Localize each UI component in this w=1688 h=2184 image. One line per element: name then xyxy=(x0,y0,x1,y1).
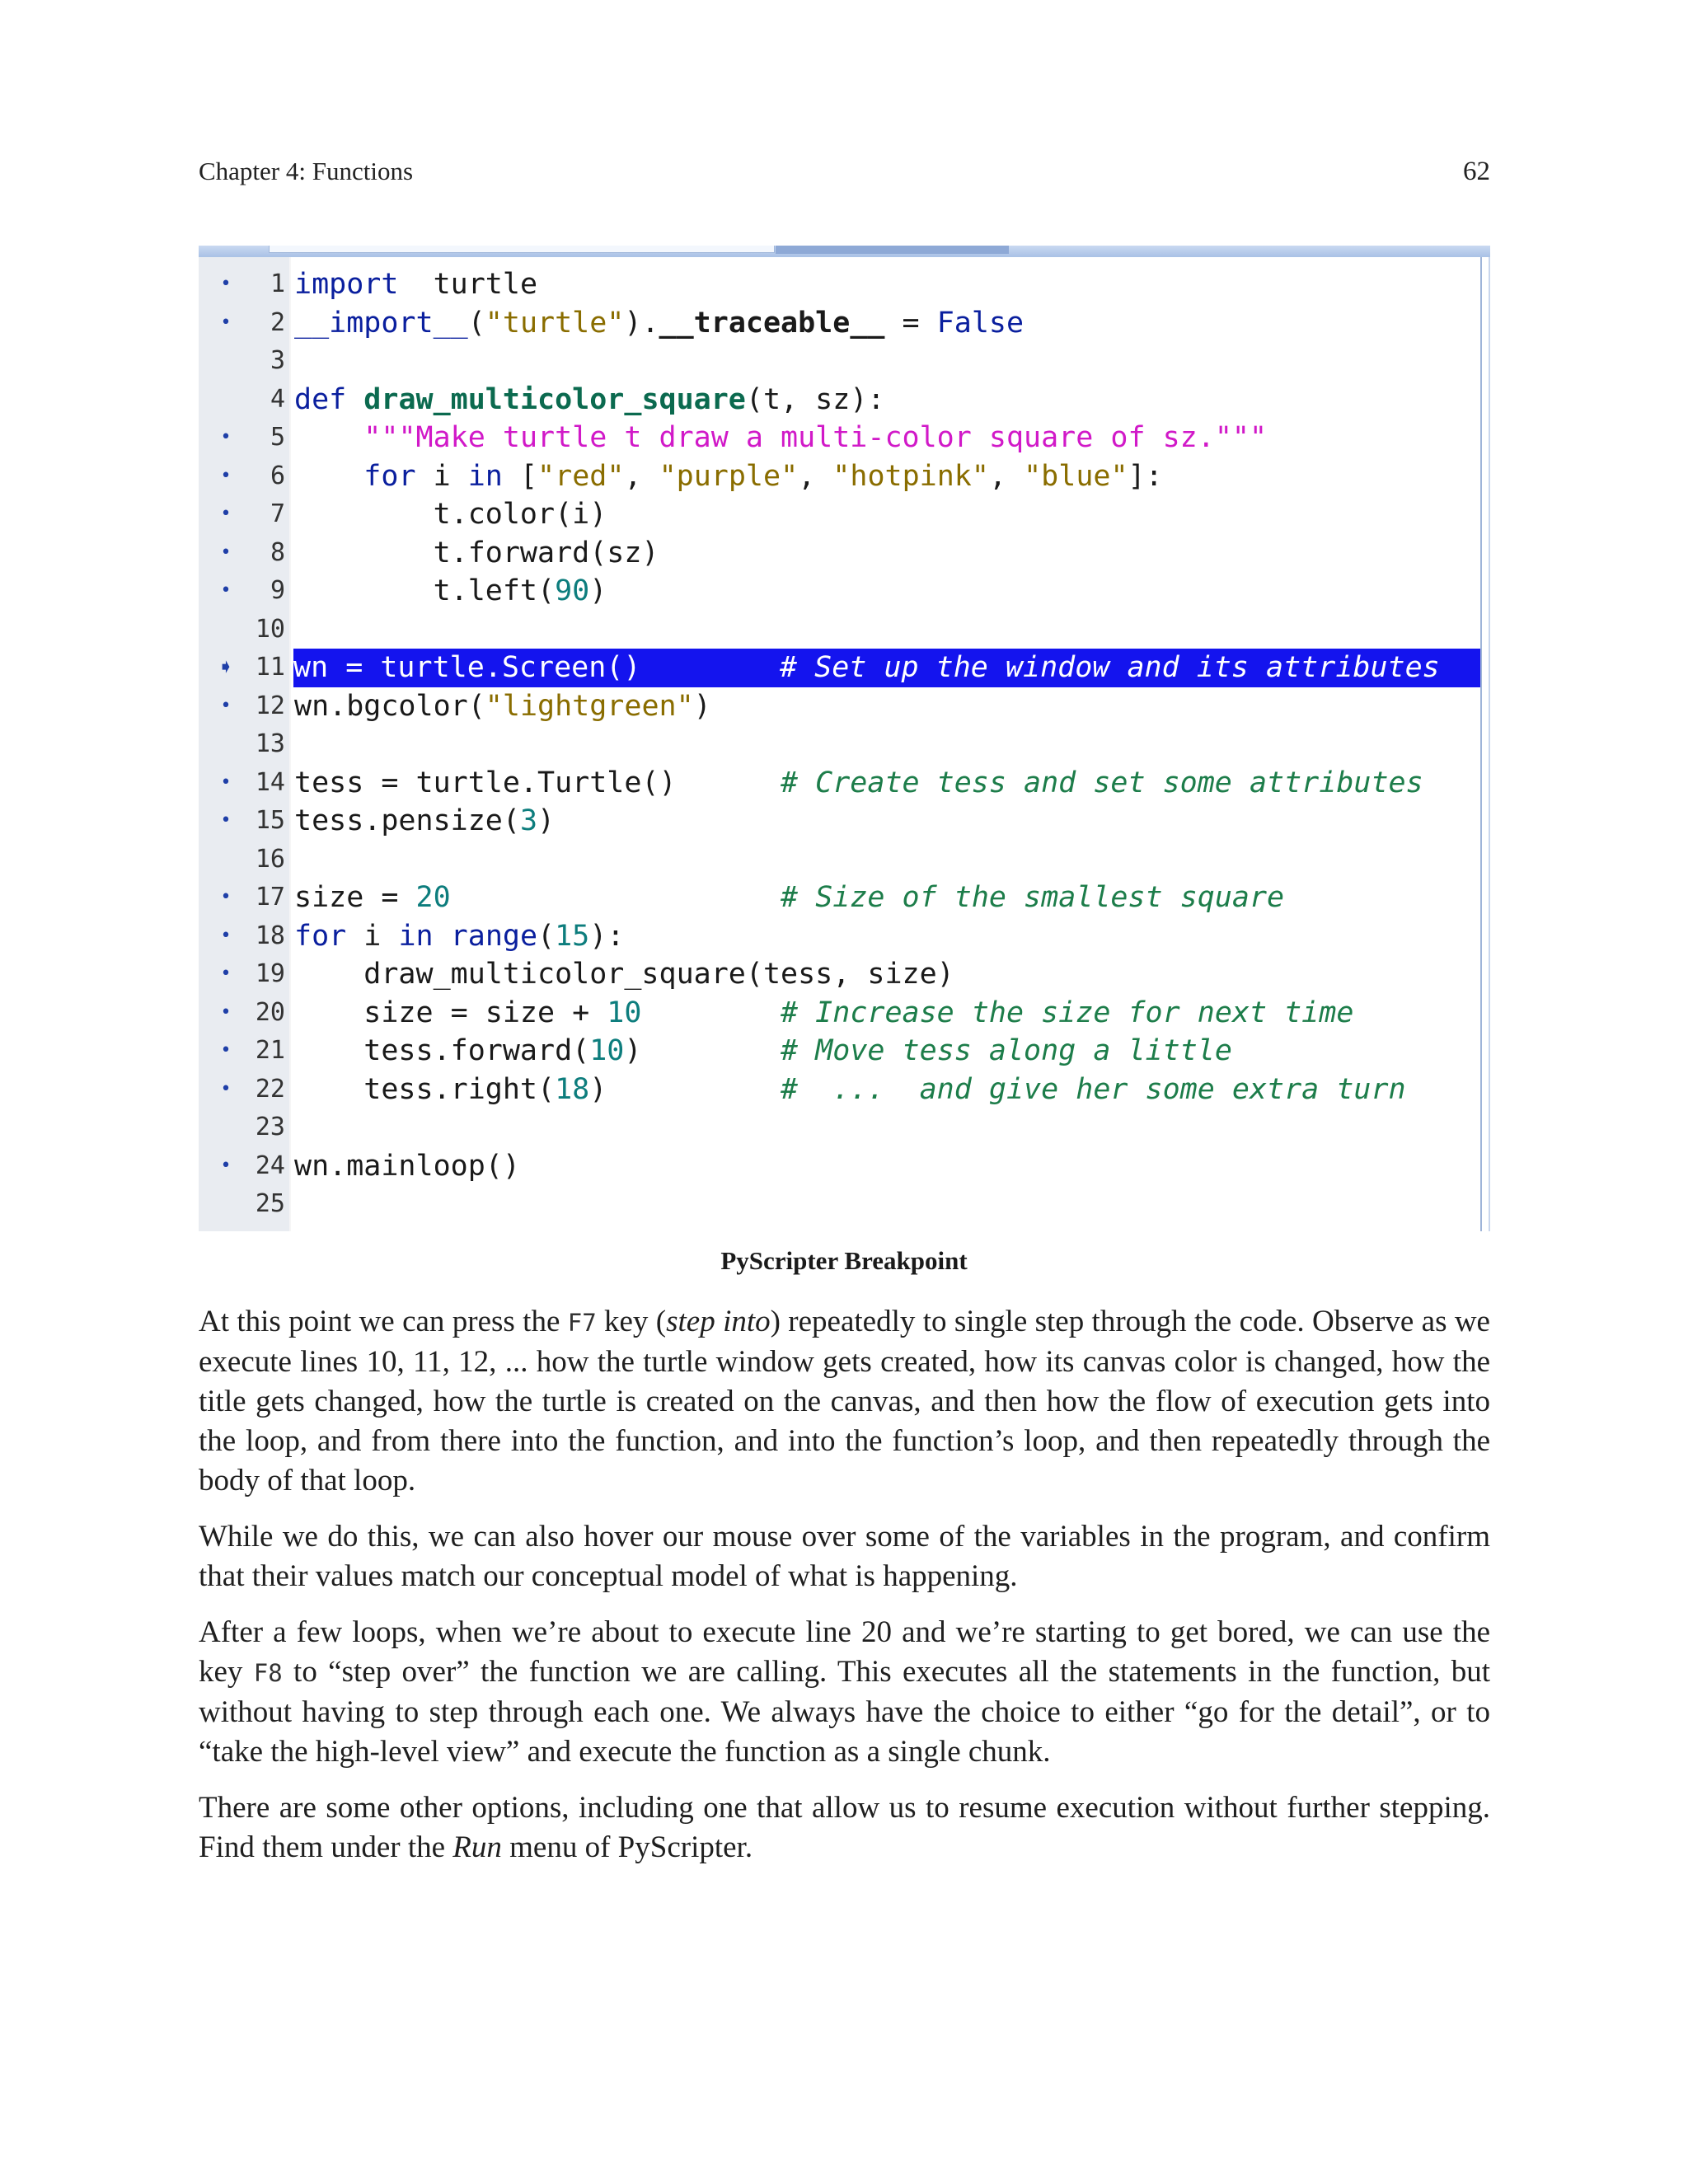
code-token: ): xyxy=(589,919,625,953)
page-header xyxy=(199,157,1490,187)
code-token: 15 xyxy=(555,919,590,953)
code-token xyxy=(294,460,363,493)
line-number: 24 xyxy=(255,1151,285,1180)
text-run: menu of PyScripter. xyxy=(501,1830,753,1864)
code-token: # Move tess along a little xyxy=(781,1034,1232,1067)
code-token: def xyxy=(294,382,347,416)
code-token: ( xyxy=(467,306,485,340)
code-token: = xyxy=(884,306,937,340)
line-number: 9 xyxy=(270,576,285,605)
code-line[interactable] xyxy=(199,917,1480,956)
emphasis: Run xyxy=(452,1830,502,1864)
code-line[interactable] xyxy=(199,1071,1480,1109)
breakpoint-dot-icon[interactable]: • xyxy=(220,925,232,946)
code-token: wn.mainloop() xyxy=(294,1149,520,1183)
vertical-scrollbar[interactable] xyxy=(1480,257,1482,1231)
code-token: for xyxy=(294,919,347,953)
code-token: draw_multicolor_square(tess, size) xyxy=(294,958,954,991)
breakpoint-dot-icon[interactable]: • xyxy=(220,1001,232,1023)
line-number: 8 xyxy=(270,537,285,567)
code-line[interactable] xyxy=(199,572,1480,611)
code-line[interactable] xyxy=(199,304,1480,343)
breakpoint-dot-icon[interactable]: • xyxy=(220,810,232,831)
code-text xyxy=(294,917,1480,956)
code-line[interactable] xyxy=(199,1185,1480,1224)
code-token: , xyxy=(798,459,833,493)
code-text xyxy=(294,764,1480,803)
code-text xyxy=(294,381,1480,419)
code-token: __import__ xyxy=(294,306,468,340)
code-token: wn = turtle.Screen() xyxy=(293,651,781,684)
code-token: t.forward(sz) xyxy=(294,536,659,569)
line-number: 2 xyxy=(270,307,285,337)
breakpoint-dot-icon[interactable]: • xyxy=(220,1155,232,1176)
line-number: 19 xyxy=(255,959,285,988)
text-run: to “step over” the function we are calling. This executes all the statements in the function, but without having to step through each one. We always have the choice to either “go for the detail”, or to “take the high-level view” and execute the function as a single chunk. xyxy=(199,1655,1490,1769)
code-token: i xyxy=(415,459,468,493)
code-text xyxy=(294,265,1480,304)
code-line[interactable] xyxy=(199,265,1480,304)
breakpoint-dot-icon[interactable]: • xyxy=(220,427,232,448)
line-number: 15 xyxy=(255,806,285,835)
code-token: in xyxy=(467,459,503,493)
chapter-title: Chapter 4: Functions xyxy=(199,157,414,185)
code-line[interactable] xyxy=(199,1032,1480,1071)
line-number: 7 xyxy=(270,499,285,528)
editor-tab-inactive[interactable] xyxy=(776,246,1009,254)
text-run: While we do this, we can also hover our mouse over some of the variables in the program, and confirm that their values match our conceptual model of what is happening. xyxy=(199,1520,1490,1593)
text-run: ) repeatedly to single step through the code. Observe as we execute lines 10, 11, 12, ... how the turtle window gets created, how its canvas color is changed, how the title gets changed, how the turtle is created on the canvas, and then how the flow of execution gets into the loop, and from there into the function, and into the function’s loop, and then repeatedly through the body of that loop. xyxy=(199,1305,1490,1497)
code-line[interactable] xyxy=(199,841,1480,879)
inline-code: F7 xyxy=(567,1309,597,1337)
text-run: After a few loops, when we’re about to execute line 20 and we’re starting to get bored, we can use the key xyxy=(199,1615,1490,1689)
code-token: ]: xyxy=(1128,459,1163,493)
code-area[interactable] xyxy=(199,265,1480,1224)
breakpoint-dot-icon[interactable]: • xyxy=(220,465,232,486)
line-number: 22 xyxy=(255,1074,285,1104)
line-number: 14 xyxy=(255,767,285,797)
code-line[interactable] xyxy=(199,687,1480,726)
breakpoint-dot-icon[interactable]: • xyxy=(220,541,232,563)
breakpoint-dot-icon[interactable]: • xyxy=(220,312,232,333)
code-token: turtle xyxy=(398,268,538,301)
code-token: tess.forward( xyxy=(294,1034,590,1067)
code-token: [ xyxy=(502,459,538,493)
breakpoint-dot-icon[interactable]: • xyxy=(220,580,232,601)
code-line[interactable] xyxy=(199,955,1480,994)
line-number: 17 xyxy=(255,883,285,912)
paragraph xyxy=(199,1788,1490,1868)
code-line[interactable] xyxy=(199,994,1480,1033)
text-run: There are some other options, including one that allow us to resume execution without further stepping. Find them under the xyxy=(199,1791,1490,1864)
code-text xyxy=(294,879,1480,917)
emphasis: step into xyxy=(666,1305,771,1338)
code-text xyxy=(294,1032,1480,1071)
code-line[interactable] xyxy=(199,802,1480,841)
code-line[interactable] xyxy=(199,1147,1480,1186)
code-token: 10 xyxy=(589,1034,625,1067)
line-number: 4 xyxy=(270,384,285,414)
code-line[interactable] xyxy=(199,419,1480,457)
line-number: 21 xyxy=(255,1036,285,1065)
code-line[interactable] xyxy=(199,381,1480,419)
code-token: """Make turtle t draw a multi-color square of sz.""" xyxy=(363,421,1268,454)
inline-code: F8 xyxy=(253,1659,283,1687)
line-number: 3 xyxy=(270,346,285,375)
line-number: 23 xyxy=(255,1113,285,1141)
code-token: # Increase the size for next time xyxy=(781,996,1354,1029)
line-number: 6 xyxy=(270,461,285,490)
code-token xyxy=(641,996,781,1029)
line-number: 12 xyxy=(255,691,285,720)
code-token: ) xyxy=(693,689,711,723)
code-token: , xyxy=(988,459,1025,493)
code-text xyxy=(294,994,1480,1033)
code-token: "red" xyxy=(537,459,625,493)
line-number: 18 xyxy=(255,921,285,950)
code-token: "hotpink" xyxy=(832,459,989,493)
code-token: 18 xyxy=(555,1072,590,1106)
code-token: "lightgreen" xyxy=(485,689,694,723)
breakpoint-dot-icon[interactable]: • xyxy=(220,695,232,716)
code-line[interactable] xyxy=(199,879,1480,917)
code-token: range xyxy=(450,919,538,953)
code-token: 20 xyxy=(415,881,451,914)
code-text xyxy=(294,419,1480,457)
figure-caption: PyScripter Breakpoint xyxy=(720,1246,968,1275)
code-text xyxy=(294,304,1480,343)
text-run: key ( xyxy=(596,1305,667,1338)
code-token: tess.right( xyxy=(294,1072,556,1106)
code-text xyxy=(294,495,1480,534)
code-text xyxy=(294,457,1480,496)
breakpoint-dot-icon[interactable]: • xyxy=(220,887,232,907)
breakpoint-dot-icon[interactable]: • xyxy=(220,1078,232,1099)
code-token: # Set up the window and its attributes xyxy=(780,651,1440,684)
code-line[interactable] xyxy=(199,342,1480,381)
breakpoint-dot-icon[interactable]: • xyxy=(220,771,232,793)
code-token: (t, sz): xyxy=(745,382,885,416)
code-text xyxy=(294,955,1480,994)
line-number: 20 xyxy=(255,997,285,1027)
line-number: 10 xyxy=(255,614,285,644)
code-token: tess = turtle.Turtle() xyxy=(294,766,781,799)
code-token xyxy=(451,881,781,914)
code-line[interactable] xyxy=(199,764,1480,803)
body-text xyxy=(199,1302,1490,1884)
code-token: __traceable__ xyxy=(659,306,885,340)
code-text xyxy=(294,572,1480,611)
paragraph xyxy=(199,1613,1490,1772)
code-token xyxy=(346,383,363,416)
code-token: wn.bgcolor( xyxy=(294,689,485,723)
line-number: 16 xyxy=(255,844,285,874)
line-number: 5 xyxy=(270,423,285,452)
code-text xyxy=(293,649,1480,687)
code-token: draw_multicolor_square xyxy=(363,382,746,416)
page-number: 62 xyxy=(1463,157,1490,186)
paragraph xyxy=(199,1302,1490,1501)
code-text xyxy=(294,1071,1480,1109)
breakpoint-dot-icon[interactable]: • xyxy=(220,274,232,294)
code-token: in xyxy=(398,919,434,953)
code-token: t.color(i) xyxy=(294,498,607,531)
line-number: 13 xyxy=(255,729,285,758)
text-run: At this point we can press the xyxy=(199,1305,568,1338)
code-token: for xyxy=(363,459,416,493)
breakpoint-dot-icon[interactable]: • xyxy=(220,504,232,524)
code-token: "blue" xyxy=(1024,459,1128,493)
code-editor-screenshot xyxy=(199,246,1490,1231)
code-line[interactable] xyxy=(199,611,1480,649)
code-token: # ... and give her some extra turn xyxy=(781,1072,1406,1106)
code-token: "purple" xyxy=(659,459,799,493)
code-token: , xyxy=(624,459,659,493)
code-line-current[interactable] xyxy=(199,649,1480,687)
code-token: import xyxy=(294,268,399,301)
breakpoint-dot-icon[interactable]: • xyxy=(220,963,232,984)
code-token: ) xyxy=(589,574,607,607)
code-token: ( xyxy=(537,919,556,953)
code-token: size = size + xyxy=(294,996,607,1029)
code-token: ). xyxy=(624,306,659,340)
code-token: ) xyxy=(537,804,556,837)
code-line[interactable] xyxy=(199,534,1480,573)
code-line[interactable] xyxy=(199,457,1480,496)
code-token: False xyxy=(936,306,1025,340)
code-token xyxy=(294,421,363,454)
line-number: 25 xyxy=(255,1189,285,1218)
editor-tab-bar xyxy=(199,246,1490,257)
code-token: t.left( xyxy=(294,574,556,607)
code-text xyxy=(294,687,1480,726)
breakpoint-dot-icon[interactable]: • xyxy=(220,1040,232,1061)
code-text xyxy=(294,534,1480,573)
line-number: 1 xyxy=(270,269,285,298)
code-token: "turtle" xyxy=(485,306,625,340)
code-token: tess.pensize( xyxy=(294,804,520,837)
code-line[interactable] xyxy=(199,725,1480,764)
code-token: size = xyxy=(294,881,416,914)
code-token: ) xyxy=(624,1034,781,1067)
code-line[interactable] xyxy=(199,495,1480,534)
code-token: # Create tess and set some attributes xyxy=(781,766,1423,799)
code-token: 90 xyxy=(555,574,590,607)
code-token: 10 xyxy=(607,996,642,1029)
code-token: ) xyxy=(589,1072,781,1106)
editor-tab[interactable] xyxy=(269,246,775,253)
code-token: i xyxy=(346,919,399,953)
code-token: # Size of the smallest square xyxy=(781,881,1285,914)
line-number: 11 xyxy=(255,653,285,682)
code-token xyxy=(434,920,451,953)
code-token: 3 xyxy=(519,804,538,837)
code-text xyxy=(294,1147,1480,1186)
execution-pointer-icon[interactable]: ➧ xyxy=(218,652,234,683)
code-line[interactable] xyxy=(199,1108,1480,1147)
code-text xyxy=(294,802,1480,841)
paragraph xyxy=(199,1517,1490,1596)
